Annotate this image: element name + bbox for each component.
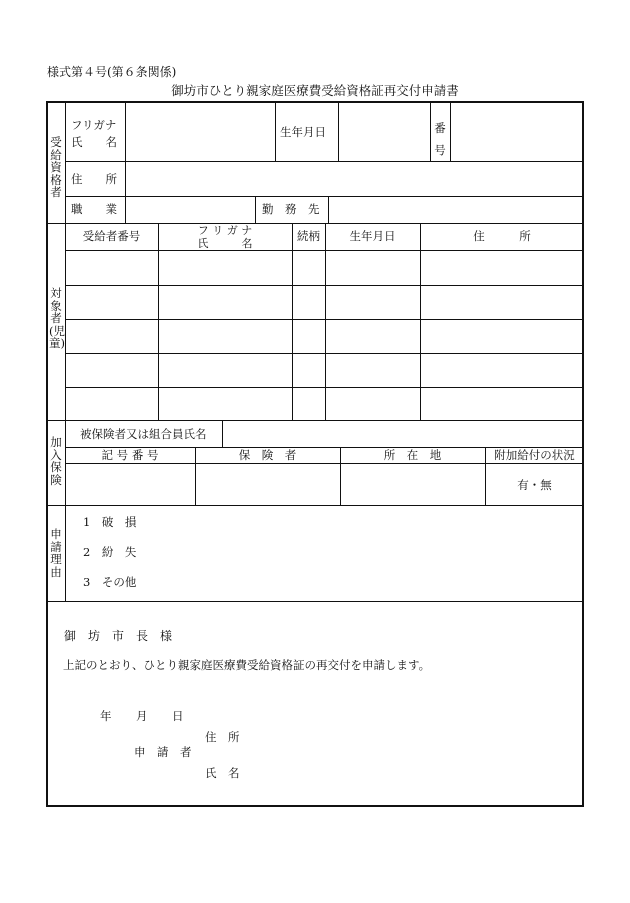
insurance-section-label: 加入保険 <box>50 435 62 487</box>
recipient-col-line-6 <box>255 196 256 223</box>
recipient-col-line-5 <box>450 102 451 161</box>
address-label: 住 所 <box>71 172 117 186</box>
recipient-row-line-2 <box>65 196 584 197</box>
applicant-address-label: 住 所 <box>205 730 240 744</box>
insured-name-label: 被保険者又は組合員氏名 <box>80 427 207 441</box>
target-row-3-birthdate[interactable] <box>326 320 420 353</box>
additional-benefit-choice[interactable]: 有・無 <box>517 478 552 492</box>
workplace-label: 勤 務 先 <box>262 202 320 216</box>
occupation-label: 職 業 <box>71 202 117 216</box>
header-relationship: 続柄 <box>297 229 320 243</box>
insurer-label: 保 険 者 <box>238 448 297 462</box>
divider-reason-declaration <box>47 601 584 602</box>
additional-benefit-label: 附加給付の状況 <box>494 448 575 462</box>
target-row-1-relationship[interactable] <box>293 251 325 285</box>
recipient-section-label: 受給資格者 <box>50 135 62 199</box>
location-label: 所 在 地 <box>383 448 442 462</box>
birthdate-label: 生年月日 <box>280 125 326 139</box>
target-row-5-birthdate[interactable] <box>326 388 420 420</box>
declaration-statement: 上記のとおり、ひとり親家庭医療費受給資格証の再交付を申請します。 <box>63 658 431 672</box>
recipient-col-line-1 <box>125 102 126 223</box>
target-row-1-recipient-no[interactable] <box>66 251 158 285</box>
applicant-label: 申 請 者 <box>134 745 192 759</box>
insurer-field[interactable] <box>196 464 340 505</box>
target-row-1-address[interactable] <box>421 251 583 285</box>
date-month-label: 月 <box>136 709 148 723</box>
target-row-2-birthdate[interactable] <box>326 286 420 319</box>
target-row-4-address[interactable] <box>421 354 583 387</box>
target-row-3-recipient-no[interactable] <box>66 320 158 353</box>
target-row-5-recipient-no[interactable] <box>66 388 158 420</box>
target-row-3-relationship[interactable] <box>293 320 325 353</box>
number-label: 番号 <box>434 121 446 157</box>
reason-option-other[interactable]: 3 その他 <box>83 575 137 589</box>
header-name: 氏 名 <box>197 237 253 250</box>
divider-target-insurance <box>47 420 584 421</box>
reason-option-loss[interactable]: 2 紛 失 <box>83 545 137 559</box>
form-title: 御坊市ひとり親家庭医療費受給資格証再交付申請書 <box>171 83 459 98</box>
header-recipient-no: 受給者番号 <box>82 229 141 243</box>
header-birthdate: 生年月日 <box>349 229 396 243</box>
target-row-2-address[interactable] <box>421 286 583 319</box>
target-row-1-birthdate[interactable] <box>326 251 420 285</box>
symbol-no-field[interactable] <box>66 464 195 505</box>
furigana-label: フリガナ <box>71 118 117 132</box>
recipient-col-line-4 <box>430 102 431 161</box>
target-row-2-recipient-no[interactable] <box>66 286 158 319</box>
recipient-col-line-2 <box>275 102 276 161</box>
target-row-2-relationship[interactable] <box>293 286 325 319</box>
recipient-row-line-1 <box>65 161 584 162</box>
target-row-4-name[interactable] <box>159 354 292 387</box>
form-number: 様式第４号(第６条関係) <box>47 65 177 79</box>
applicant-name-label: 氏 名 <box>205 766 240 780</box>
target-row-2-name[interactable] <box>159 286 292 319</box>
recipient-col-line-7 <box>328 196 329 223</box>
target-row-5-relationship[interactable] <box>293 388 325 420</box>
insurance-col-line-0 <box>222 420 223 447</box>
reason-section-label: 申請理由 <box>50 527 62 579</box>
target-row-1-name[interactable] <box>159 251 292 285</box>
header-address: 住 所 <box>473 229 531 243</box>
target-row-5-address[interactable] <box>421 388 583 420</box>
target-row-3-address[interactable] <box>421 320 583 353</box>
location-field[interactable] <box>341 464 485 505</box>
divider-recipient-target <box>47 223 584 224</box>
date-year-label: 年 <box>100 709 112 723</box>
target-row-5-name[interactable] <box>159 388 292 420</box>
date-day-label: 日 <box>172 709 184 723</box>
reason-option-damage[interactable]: 1 破 損 <box>83 515 137 529</box>
symbol-no-label: 記 号 番 号 <box>101 448 159 462</box>
target-section-label: 対象者(児童) <box>49 286 65 350</box>
target-row-4-recipient-no[interactable] <box>66 354 158 387</box>
recipient-col-line-3 <box>338 102 339 161</box>
target-row-3-name[interactable] <box>159 320 292 353</box>
divider-insurance-reason <box>47 505 584 506</box>
target-row-4-relationship[interactable] <box>293 354 325 387</box>
addressee: 御 坊 市 長 様 <box>64 629 173 643</box>
name-label: 氏 名 <box>71 135 117 149</box>
target-row-4-birthdate[interactable] <box>326 354 420 387</box>
header-furigana: フ リ ガ ナ <box>197 224 253 237</box>
